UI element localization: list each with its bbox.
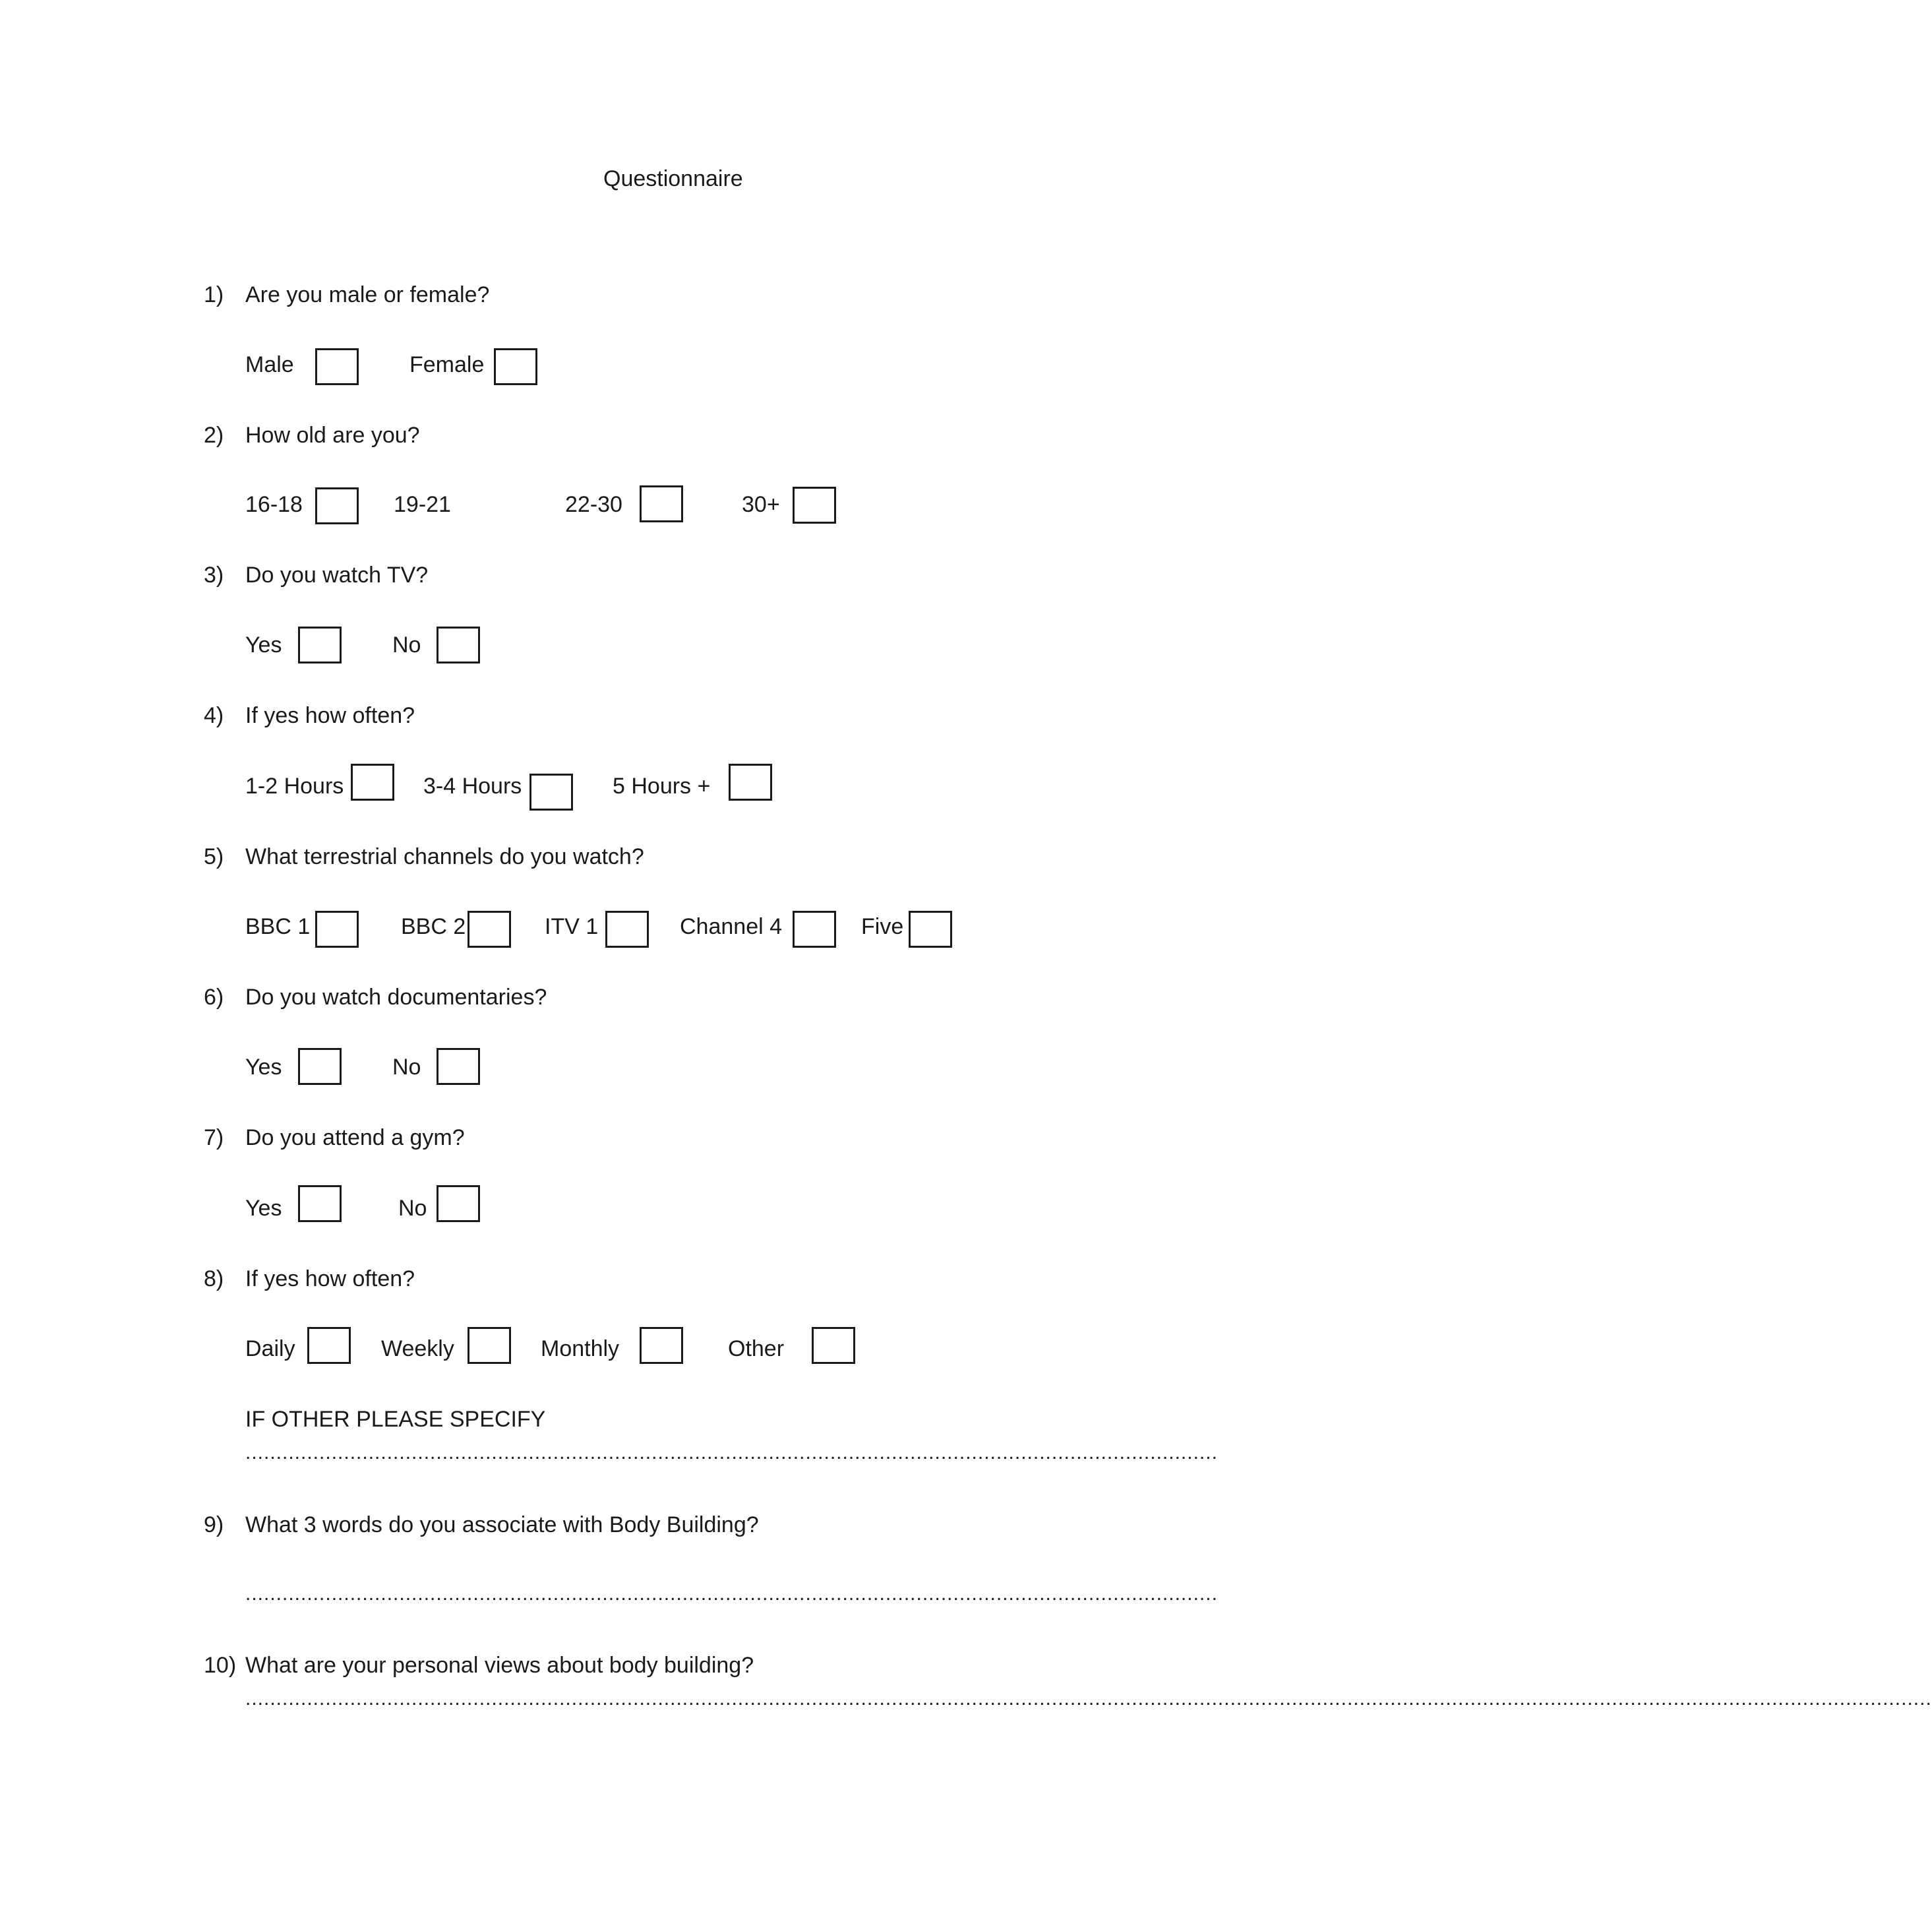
option-no-label: No xyxy=(392,1055,421,1080)
question-4-number: 4) xyxy=(204,703,224,728)
option-yes-checkbox[interactable] xyxy=(298,1048,342,1085)
option-3-4-hours-checkbox[interactable] xyxy=(529,774,573,811)
option-yes-label: Yes xyxy=(245,632,282,658)
option-5-hours-plus-label: 5 Hours + xyxy=(613,774,711,799)
option-channel4-checkbox[interactable] xyxy=(793,911,836,948)
option-itv1-label: ITV 1 xyxy=(545,914,599,939)
option-no-checkbox[interactable] xyxy=(437,1185,480,1222)
option-no-label: No xyxy=(392,632,421,658)
option-19-21-label: 19-21 xyxy=(394,492,451,517)
question-2-number: 2) xyxy=(204,423,224,448)
question-7-number: 7) xyxy=(204,1125,224,1150)
question-6-number: 6) xyxy=(204,985,224,1010)
option-bbc2-label: BBC 2 xyxy=(401,914,466,939)
option-five-checkbox[interactable] xyxy=(909,911,952,948)
option-yes-checkbox[interactable] xyxy=(298,1185,342,1222)
question-8-text: If yes how often? xyxy=(245,1266,415,1291)
option-bbc1-label: BBC 1 xyxy=(245,914,311,939)
option-16-18-label: 16-18 xyxy=(245,492,303,517)
option-monthly-checkbox[interactable] xyxy=(640,1327,683,1364)
option-monthly-label: Monthly xyxy=(541,1336,620,1361)
option-no-checkbox[interactable] xyxy=(437,1048,480,1085)
option-channel4-label: Channel 4 xyxy=(680,914,783,939)
question-4-text: If yes how often? xyxy=(245,703,415,728)
option-other-label: Other xyxy=(728,1336,785,1361)
option-1-2-hours-checkbox[interactable] xyxy=(351,764,394,801)
option-daily-checkbox[interactable] xyxy=(307,1327,351,1364)
option-female-checkbox[interactable] xyxy=(494,348,537,385)
option-30plus-label: 30+ xyxy=(742,492,780,517)
option-22-30-checkbox[interactable] xyxy=(640,485,683,522)
option-weekly-checkbox[interactable] xyxy=(468,1327,511,1364)
question-2-text: How old are you? xyxy=(245,423,420,448)
question-3-number: 3) xyxy=(204,563,224,588)
option-weekly-label: Weekly xyxy=(381,1336,454,1361)
option-bbc2-checkbox[interactable] xyxy=(468,911,511,948)
question-9-answer-line[interactable]: .............................................................................................................................................................. xyxy=(245,1583,1218,1605)
question-5-number: 5) xyxy=(204,844,224,869)
question-10-number: 10) xyxy=(204,1653,237,1678)
option-daily-label: Daily xyxy=(245,1336,295,1361)
option-3-4-hours-label: 3-4 Hours xyxy=(423,774,522,799)
question-1-text: Are you male or female? xyxy=(245,282,490,307)
option-male-checkbox[interactable] xyxy=(315,348,359,385)
question-3-text: Do you watch TV? xyxy=(245,563,429,588)
option-other-checkbox[interactable] xyxy=(812,1327,855,1364)
option-five-label: Five xyxy=(861,914,904,939)
option-female-label: Female xyxy=(409,352,485,377)
option-yes-label: Yes xyxy=(245,1196,282,1221)
option-30plus-checkbox[interactable] xyxy=(793,487,836,524)
option-bbc1-checkbox[interactable] xyxy=(315,911,359,948)
question-1-number: 1) xyxy=(204,282,224,307)
question-5-text: What terrestrial channels do you watch? xyxy=(245,844,644,869)
question-6-text: Do you watch documentaries? xyxy=(245,985,547,1010)
specify-label: IF OTHER PLEASE SPECIFY xyxy=(245,1407,546,1432)
question-9-number: 9) xyxy=(204,1512,224,1537)
option-22-30-label: 22-30 xyxy=(565,492,622,517)
option-itv1-checkbox[interactable] xyxy=(605,911,649,948)
option-16-18-checkbox[interactable] xyxy=(315,487,359,524)
option-5-hours-plus-checkbox[interactable] xyxy=(729,764,772,801)
option-yes-checkbox[interactable] xyxy=(298,627,342,663)
question-7-text: Do you attend a gym? xyxy=(245,1125,465,1150)
option-1-2-hours-label: 1-2 Hours xyxy=(245,774,344,799)
specify-answer-line[interactable]: .............................................................................................................................................................. xyxy=(245,1442,1218,1463)
question-8-number: 8) xyxy=(204,1266,224,1291)
option-no-checkbox[interactable] xyxy=(437,627,480,663)
question-10-text: What are your personal views about body building? xyxy=(245,1653,754,1678)
option-yes-label: Yes xyxy=(245,1055,282,1080)
option-no-label: No xyxy=(398,1196,427,1221)
option-male-label: Male xyxy=(245,352,294,377)
question-9-text: What 3 words do you associate with Body Building? xyxy=(245,1512,759,1537)
question-10-answer-line[interactable]: .................................................................................................................................................................................................................................................................................. xyxy=(245,1688,1932,1710)
page-title: Questionnaire xyxy=(603,166,743,191)
